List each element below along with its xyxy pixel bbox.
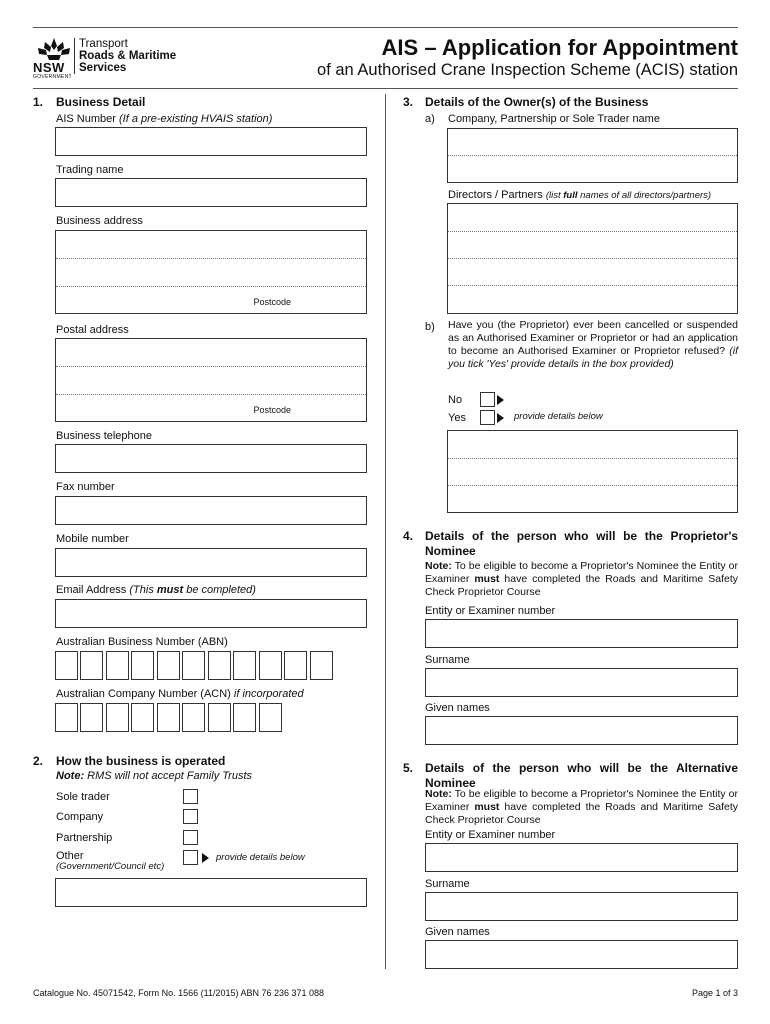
header-rule [33, 88, 738, 89]
section2-note: Note: RMS will not accept Family Trusts [56, 770, 252, 782]
alt-entity-label: Entity or Examiner number [425, 829, 556, 841]
directors-input[interactable] [447, 203, 738, 314]
nominee-entity-input[interactable] [425, 619, 738, 648]
yes-provide-details: provide details below [514, 411, 603, 422]
partnership-checkbox[interactable] [183, 830, 198, 845]
alt-entity-input[interactable] [425, 843, 738, 872]
no-label: No [448, 394, 463, 406]
top-rule [33, 27, 738, 28]
arrow-right-icon [202, 853, 209, 863]
yes-checkbox[interactable] [480, 410, 495, 425]
waratah-icon [33, 36, 75, 62]
email-note: (This must be completed) [129, 584, 256, 596]
section1-heading: Business Detail [56, 95, 146, 109]
section4-number: 4. [403, 529, 414, 543]
fax-label: Fax number [56, 481, 115, 493]
org-name [79, 38, 176, 74]
mobile-input[interactable] [55, 548, 367, 577]
abn-digit[interactable] [182, 651, 205, 680]
postal-address-label: Postal address [56, 324, 129, 336]
nominee-entity-label: Entity or Examiner number [425, 605, 556, 617]
yes-label: Yes [448, 412, 466, 424]
sole-trader-checkbox[interactable] [183, 789, 198, 804]
abn-digit[interactable] [157, 651, 180, 680]
org-line3: Services [79, 62, 127, 74]
business-postcode-label: Postcode [253, 297, 291, 307]
directors-line4[interactable] [448, 286, 737, 313]
business-address-line3[interactable] [56, 287, 366, 313]
alt-given-label: Given names [425, 926, 490, 938]
acn-digit[interactable] [106, 703, 129, 732]
nominee-surname-input[interactable] [425, 668, 738, 697]
no-checkbox[interactable] [480, 392, 495, 407]
directors-line3[interactable] [448, 259, 737, 286]
company-name-line1[interactable] [448, 129, 737, 156]
email-label: Email Address (This must be completed) [56, 584, 256, 596]
company-name-line2[interactable] [448, 156, 737, 182]
abn-digit[interactable] [259, 651, 282, 680]
ais-number-input[interactable] [55, 127, 367, 156]
option-sole-trader-label: Sole trader [56, 791, 110, 803]
abn-digit[interactable] [233, 651, 256, 680]
section5-note: Note: To be eligible to become a Proprietor's Nominee the Entity or Examiner must have completed the Roads and Maritime Safety Check Proprietor Course [425, 788, 739, 826]
postal-address-line3[interactable] [56, 395, 366, 421]
business-telephone-input[interactable] [55, 444, 367, 473]
section3b-label: b) [425, 321, 435, 333]
postal-postcode-label: Postcode [253, 405, 291, 415]
nominee-given-label: Given names [425, 702, 490, 714]
postal-address-input[interactable] [55, 338, 367, 422]
abn-digit[interactable] [208, 651, 231, 680]
refusal-details-input[interactable] [447, 430, 738, 513]
page-subtitle: of an Authorised Crane Inspection Scheme (ACIS) station [317, 61, 738, 79]
column-divider [385, 94, 386, 969]
abn-label: Australian Business Number (ABN) [56, 636, 228, 648]
other-checkbox[interactable] [183, 850, 198, 865]
fax-input[interactable] [55, 496, 367, 525]
nsw-logo [33, 36, 75, 80]
government-text: GOVERNMENT [33, 74, 72, 80]
abn-input [55, 651, 337, 680]
abn-digit[interactable] [55, 651, 78, 680]
arrow-right-icon [497, 395, 504, 405]
section3a-text: Company, Partnership or Sole Trader name [448, 113, 660, 125]
acn-digit[interactable] [80, 703, 103, 732]
section5-heading: Details of the person who will be the Alternative Nominee [425, 761, 738, 790]
acn-note: if incorporated [233, 688, 304, 700]
section5-number: 5. [403, 761, 414, 775]
business-telephone-label: Business telephone [56, 430, 153, 442]
acn-digit[interactable] [182, 703, 205, 732]
acn-digit[interactable] [157, 703, 180, 732]
nominee-surname-label: Surname [425, 654, 470, 666]
section1-number: 1. [33, 95, 44, 109]
section3b-text: Have you (the Proprietor) ever been cancelled or suspended as an Authorised Examiner or Proprietor or had an application to become an Authorised Examiner or Proprietor refused? (if you tick 'Yes' provide details in the box provided) [448, 319, 738, 370]
company-name-input[interactable] [447, 128, 738, 183]
abn-digit[interactable] [80, 651, 103, 680]
alt-surname-input[interactable] [425, 892, 738, 921]
section4-note: Note: To be eligible to become a Proprietor's Nominee the Entity or Examiner must have completed the Roads and Maritime Safety Check Proprietor Course [425, 560, 739, 598]
acn-digit[interactable] [55, 703, 78, 732]
footer-catalogue: Catalogue No. 45071542, Form No. 1566 (11/2015) ABN 76 236 371 088 [33, 988, 325, 998]
page-title: AIS – Application for Appointment [381, 35, 738, 60]
org-line2: Roads & Maritime [79, 50, 177, 62]
refusal-details-line1[interactable] [448, 431, 737, 459]
mobile-label: Mobile number [56, 533, 129, 545]
business-address-line1[interactable] [56, 231, 366, 259]
alt-given-input[interactable] [425, 940, 738, 969]
abn-digit[interactable] [131, 651, 154, 680]
option-other-sub: (Government/Council etc) [56, 861, 165, 872]
trading-name-input[interactable] [55, 178, 367, 207]
option-company-label: Company [56, 811, 104, 823]
acn-input [55, 703, 285, 732]
nominee-given-input[interactable] [425, 716, 738, 745]
option-other-label: Other [56, 850, 84, 862]
section2-heading: How the business is operated [56, 754, 226, 768]
directors-note: (list full names of all directors/partners) [545, 190, 712, 201]
acn-label: Australian Company Number (ACN) if incorporated [56, 688, 304, 700]
section3-heading: Details of the Owner(s) of the Business [425, 95, 649, 109]
refusal-details-line3[interactable] [448, 486, 737, 512]
nsw-text: NSW [33, 60, 65, 75]
section2-number: 2. [33, 754, 44, 768]
section3b-note: (if you tick 'Yes' provide details in the box provided) [448, 345, 738, 370]
acn-digit[interactable] [208, 703, 231, 732]
section4-heading: Details of the person who will be the Proprietor's Nominee [425, 529, 738, 558]
other-provide-details: provide details below [216, 852, 305, 863]
trading-name-label: Trading name [56, 164, 124, 176]
refusal-details-line2[interactable] [448, 459, 737, 486]
logo-divider [74, 38, 75, 74]
abn-digit[interactable] [284, 651, 307, 680]
section3-number: 3. [403, 95, 414, 109]
acn-digit[interactable] [233, 703, 256, 732]
postal-address-line1[interactable] [56, 339, 366, 367]
ais-number-label: AIS Number (If a pre-existing HVAIS station) [56, 113, 273, 125]
section3a-label: a) [425, 113, 435, 125]
company-checkbox[interactable] [183, 809, 198, 824]
option-partnership-label: Partnership [56, 832, 113, 844]
acn-digit[interactable] [259, 703, 282, 732]
business-address-input[interactable] [55, 230, 367, 314]
directors-label: Directors / Partners (list full names of all directors/partners) [448, 189, 712, 201]
abn-digit[interactable] [310, 651, 333, 680]
other-details-input[interactable] [55, 878, 367, 907]
footer-page-number: Page 1 of 3 [691, 988, 738, 998]
directors-line2[interactable] [448, 232, 737, 259]
abn-digit[interactable] [106, 651, 129, 680]
org-line1: Transport [79, 38, 128, 50]
business-address-label: Business address [56, 215, 143, 227]
ais-number-note: (If a pre-existing HVAIS station) [118, 113, 273, 125]
arrow-right-icon [497, 413, 504, 423]
postal-address-line2[interactable] [56, 367, 366, 395]
acn-digit[interactable] [131, 703, 154, 732]
business-address-line2[interactable] [56, 259, 366, 287]
email-input[interactable] [55, 599, 367, 628]
alt-surname-label: Surname [425, 878, 470, 890]
directors-line1[interactable] [448, 204, 737, 232]
